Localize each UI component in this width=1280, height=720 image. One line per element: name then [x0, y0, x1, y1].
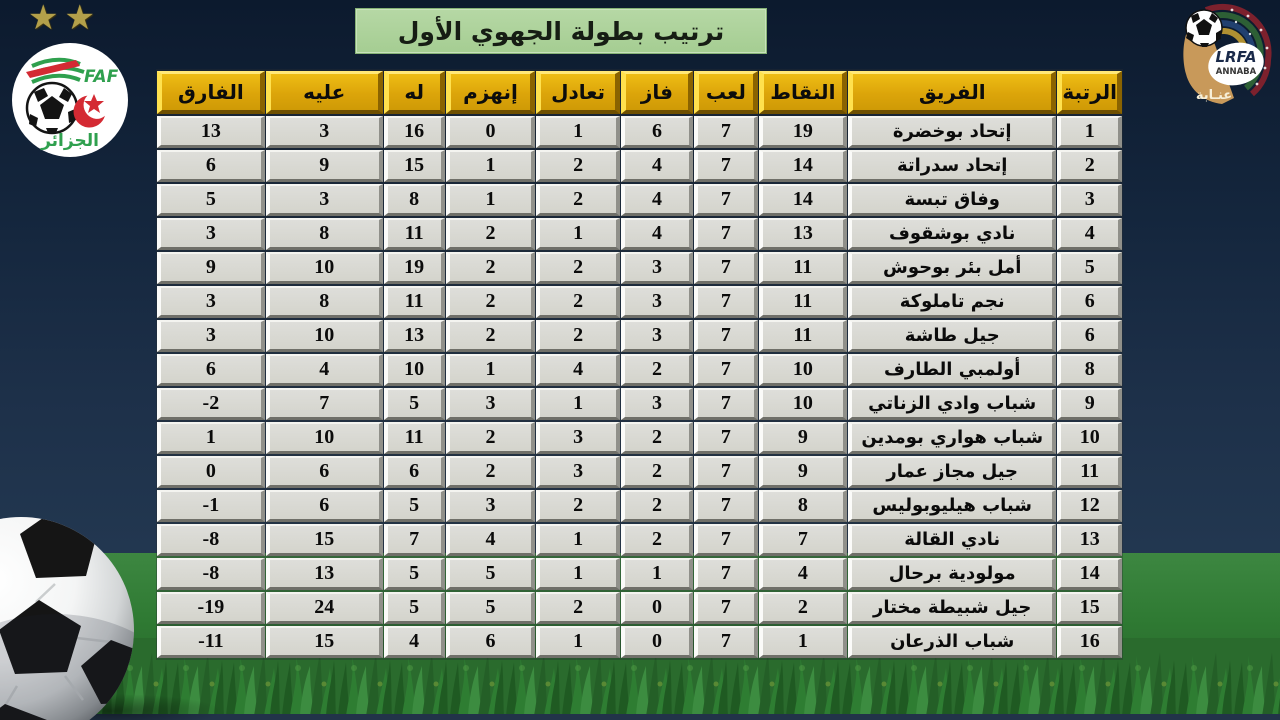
cell-goals-against: 3: [266, 116, 383, 148]
cell-goals-against: 6: [266, 456, 383, 488]
cell-goal-diff: -2: [157, 388, 265, 420]
cell-goals-for: 16: [384, 116, 445, 148]
cell-team: مولودية برحال: [848, 558, 1056, 590]
cell-won: 4: [621, 150, 693, 182]
cell-won: 0: [621, 626, 693, 658]
standings-table: [156, 69, 1123, 660]
cell-won: 6: [621, 116, 693, 148]
standings-body: [157, 116, 1122, 658]
cell-won: 2: [621, 354, 693, 386]
table-row: [157, 184, 1122, 216]
cell-lost: 3: [446, 388, 536, 420]
cell-lost: 2: [446, 286, 536, 318]
cell-rank: 16: [1057, 626, 1122, 658]
cell-goals-against: 15: [266, 626, 383, 658]
cell-won: 3: [621, 286, 693, 318]
cell-goals-for: 5: [384, 592, 445, 624]
cell-rank: 9: [1057, 388, 1122, 420]
cell-goals-for: 6: [384, 456, 445, 488]
cell-drawn: 2: [536, 592, 619, 624]
cell-points: 14: [759, 150, 847, 182]
cell-goals-for: 4: [384, 626, 445, 658]
cell-drawn: 1: [536, 388, 619, 420]
lrfa-text: LRFA: [1215, 48, 1257, 66]
cell-rank: 14: [1057, 558, 1122, 590]
header-played: لعب: [694, 71, 758, 114]
cell-drawn: 3: [536, 422, 619, 454]
faf-country-text: الجزائر: [41, 131, 99, 151]
cell-goal-diff: 3: [157, 218, 265, 250]
cell-lost: 1: [446, 354, 536, 386]
cell-goals-for: 11: [384, 422, 445, 454]
table-row: [157, 218, 1122, 250]
cell-won: 2: [621, 456, 693, 488]
cell-lost: 0: [446, 116, 536, 148]
cell-rank: 13: [1057, 524, 1122, 556]
soccer-ball-image: [0, 514, 137, 720]
cell-won: 3: [621, 388, 693, 420]
cell-team: أمل بئر بوحوش: [848, 252, 1056, 284]
cell-goals-against: 3: [266, 184, 383, 216]
table-row: [157, 286, 1122, 318]
cell-team: أولمبي الطارف: [848, 354, 1056, 386]
table-row: [157, 592, 1122, 624]
cell-points: 11: [759, 320, 847, 352]
cell-drawn: 1: [536, 116, 619, 148]
cell-played: 7: [694, 354, 758, 386]
cell-goals-for: 10: [384, 354, 445, 386]
cell-lost: 5: [446, 592, 536, 624]
cell-points: 13: [759, 218, 847, 250]
cell-goal-diff: 9: [157, 252, 265, 284]
table-row: [157, 524, 1122, 556]
cell-lost: 1: [446, 150, 536, 182]
cell-won: 3: [621, 252, 693, 284]
cell-played: 7: [694, 184, 758, 216]
cell-played: 7: [694, 456, 758, 488]
cell-points: 11: [759, 286, 847, 318]
cell-goals-against: 9: [266, 150, 383, 182]
cell-goals-for: 5: [384, 490, 445, 522]
cell-points: 10: [759, 388, 847, 420]
cell-goals-against: 10: [266, 320, 383, 352]
cell-played: 7: [694, 388, 758, 420]
header-row: [157, 71, 1122, 114]
header-rank: الرتبة: [1057, 71, 1122, 114]
lrfa-annaba-logo: [1174, 2, 1276, 110]
cell-team: وفاق تبسة: [848, 184, 1056, 216]
cell-rank: 6: [1057, 286, 1122, 318]
cell-goals-against: 24: [266, 592, 383, 624]
cell-goals-against: 6: [266, 490, 383, 522]
header-goal-diff: الفارق: [157, 71, 265, 114]
cell-team: إتحاد سدراتة: [848, 150, 1056, 182]
cell-goal-diff: -19: [157, 592, 265, 624]
table-row: [157, 456, 1122, 488]
cell-won: 2: [621, 422, 693, 454]
cell-goals-for: 19: [384, 252, 445, 284]
cell-played: 7: [694, 558, 758, 590]
table-row: [157, 422, 1122, 454]
cell-team: شباب هيليوبوليس: [848, 490, 1056, 522]
cell-goals-for: 13: [384, 320, 445, 352]
cell-drawn: 3: [536, 456, 619, 488]
cell-lost: 1: [446, 184, 536, 216]
cell-team: شباب وادي الزناتي: [848, 388, 1056, 420]
cell-points: 8: [759, 490, 847, 522]
cell-lost: 2: [446, 218, 536, 250]
cell-points: 19: [759, 116, 847, 148]
cell-goals-against: 8: [266, 286, 383, 318]
cell-goals-for: 11: [384, 218, 445, 250]
header-won: فاز: [621, 71, 693, 114]
cell-points: 9: [759, 422, 847, 454]
cell-goals-against: 8: [266, 218, 383, 250]
cell-won: 2: [621, 490, 693, 522]
cell-won: 2: [621, 524, 693, 556]
cell-goals-for: 11: [384, 286, 445, 318]
cell-won: 0: [621, 592, 693, 624]
cell-drawn: 2: [536, 286, 619, 318]
cell-played: 7: [694, 150, 758, 182]
cell-team: نادي بوشقوف: [848, 218, 1056, 250]
cell-rank: 5: [1057, 252, 1122, 284]
star-icon: ★: [28, 0, 59, 38]
cell-points: 4: [759, 558, 847, 590]
cell-goals-for: 5: [384, 388, 445, 420]
header-drawn: تعادل: [536, 71, 619, 114]
cell-drawn: 2: [536, 320, 619, 352]
cell-team: جيل مجاز عمار: [848, 456, 1056, 488]
header-team: الفريق: [848, 71, 1056, 114]
cell-team: إتحاد بوخضرة: [848, 116, 1056, 148]
cell-lost: 2: [446, 456, 536, 488]
cell-drawn: 1: [536, 218, 619, 250]
cell-goal-diff: -11: [157, 626, 265, 658]
cell-rank: 12: [1057, 490, 1122, 522]
cell-rank: 6: [1057, 320, 1122, 352]
cell-points: 11: [759, 252, 847, 284]
cell-played: 7: [694, 116, 758, 148]
cell-points: 14: [759, 184, 847, 216]
cell-played: 7: [694, 286, 758, 318]
cell-goals-against: 13: [266, 558, 383, 590]
cell-goal-diff: 5: [157, 184, 265, 216]
cell-goals-against: 10: [266, 252, 383, 284]
cell-team: شباب الذرعان: [848, 626, 1056, 658]
cell-played: 7: [694, 592, 758, 624]
cell-won: 4: [621, 218, 693, 250]
cell-goals-for: 7: [384, 524, 445, 556]
cell-played: 7: [694, 524, 758, 556]
champion-stars: [28, 0, 95, 38]
cell-drawn: 2: [536, 150, 619, 182]
table-row: [157, 150, 1122, 182]
cell-rank: 2: [1057, 150, 1122, 182]
page-title-text: ترتيب بطولة الجهوي الأول: [397, 16, 725, 46]
cell-team: شباب هواري بومدين: [848, 422, 1056, 454]
table-row: [157, 558, 1122, 590]
cell-goals-for: 8: [384, 184, 445, 216]
table-row: [157, 116, 1122, 148]
header-goals-against: عليه: [266, 71, 383, 114]
cell-won: 3: [621, 320, 693, 352]
cell-lost: 6: [446, 626, 536, 658]
cell-goal-diff: -8: [157, 558, 265, 590]
cell-team: جيل طاشة: [848, 320, 1056, 352]
lrfa-arabic-text: عنـابة: [1195, 88, 1233, 103]
cell-points: 7: [759, 524, 847, 556]
cell-goal-diff: 3: [157, 286, 265, 318]
cell-drawn: 4: [536, 354, 619, 386]
cell-played: 7: [694, 490, 758, 522]
cell-lost: 2: [446, 422, 536, 454]
cell-goal-diff: 6: [157, 354, 265, 386]
lrfa-city-text: ANNABA: [1215, 67, 1257, 77]
cell-goal-diff: 6: [157, 150, 265, 182]
cell-rank: 8: [1057, 354, 1122, 386]
cell-points: 10: [759, 354, 847, 386]
cell-won: 1: [621, 558, 693, 590]
cell-rank: 15: [1057, 592, 1122, 624]
cell-lost: 2: [446, 320, 536, 352]
cell-drawn: 2: [536, 184, 619, 216]
cell-drawn: 1: [536, 524, 619, 556]
lrfa-ball-icon: [1186, 10, 1222, 47]
cell-goal-diff: 1: [157, 422, 265, 454]
cell-goal-diff: -1: [157, 490, 265, 522]
header-points: النقاط: [759, 71, 847, 114]
cell-won: 4: [621, 184, 693, 216]
cell-lost: 5: [446, 558, 536, 590]
cell-rank: 11: [1057, 456, 1122, 488]
cell-goal-diff: 13: [157, 116, 265, 148]
cell-goal-diff: 0: [157, 456, 265, 488]
faf-algeria-logo: [6, 42, 138, 158]
cell-team: جيل شبيطة مختار: [848, 592, 1056, 624]
cell-goals-for: 5: [384, 558, 445, 590]
cell-goals-against: 15: [266, 524, 383, 556]
cell-goals-against: 10: [266, 422, 383, 454]
cell-points: 2: [759, 592, 847, 624]
table-row: [157, 490, 1122, 522]
table-row: [157, 626, 1122, 658]
cell-drawn: 1: [536, 626, 619, 658]
cell-lost: 4: [446, 524, 536, 556]
faf-ball-icon: [27, 83, 77, 133]
cell-played: 7: [694, 218, 758, 250]
cell-team: نجم تاملوكة: [848, 286, 1056, 318]
cell-goal-diff: 3: [157, 320, 265, 352]
cell-played: 7: [694, 320, 758, 352]
star-icon: ★: [64, 0, 95, 38]
cell-played: 7: [694, 252, 758, 284]
cell-team: نادي القالة: [848, 524, 1056, 556]
table-row: [157, 252, 1122, 284]
table-row: [157, 354, 1122, 386]
cell-rank: 3: [1057, 184, 1122, 216]
cell-played: 7: [694, 422, 758, 454]
header-goals-for: له: [384, 71, 445, 114]
cell-lost: 2: [446, 252, 536, 284]
cell-points: 1: [759, 626, 847, 658]
table-row: [157, 388, 1122, 420]
header-lost: إنهزم: [446, 71, 536, 114]
cell-played: 7: [694, 626, 758, 658]
faf-text: FAF: [84, 67, 119, 87]
cell-goal-diff: -8: [157, 524, 265, 556]
cell-drawn: 2: [536, 252, 619, 284]
cell-drawn: 2: [536, 490, 619, 522]
cell-goals-against: 7: [266, 388, 383, 420]
cell-rank: 4: [1057, 218, 1122, 250]
table-row: [157, 320, 1122, 352]
cell-points: 9: [759, 456, 847, 488]
cell-rank: 10: [1057, 422, 1122, 454]
cell-goals-for: 15: [384, 150, 445, 182]
cell-drawn: 1: [536, 558, 619, 590]
cell-rank: 1: [1057, 116, 1122, 148]
cell-goals-against: 4: [266, 354, 383, 386]
cell-lost: 3: [446, 490, 536, 522]
page-title: [355, 8, 767, 54]
